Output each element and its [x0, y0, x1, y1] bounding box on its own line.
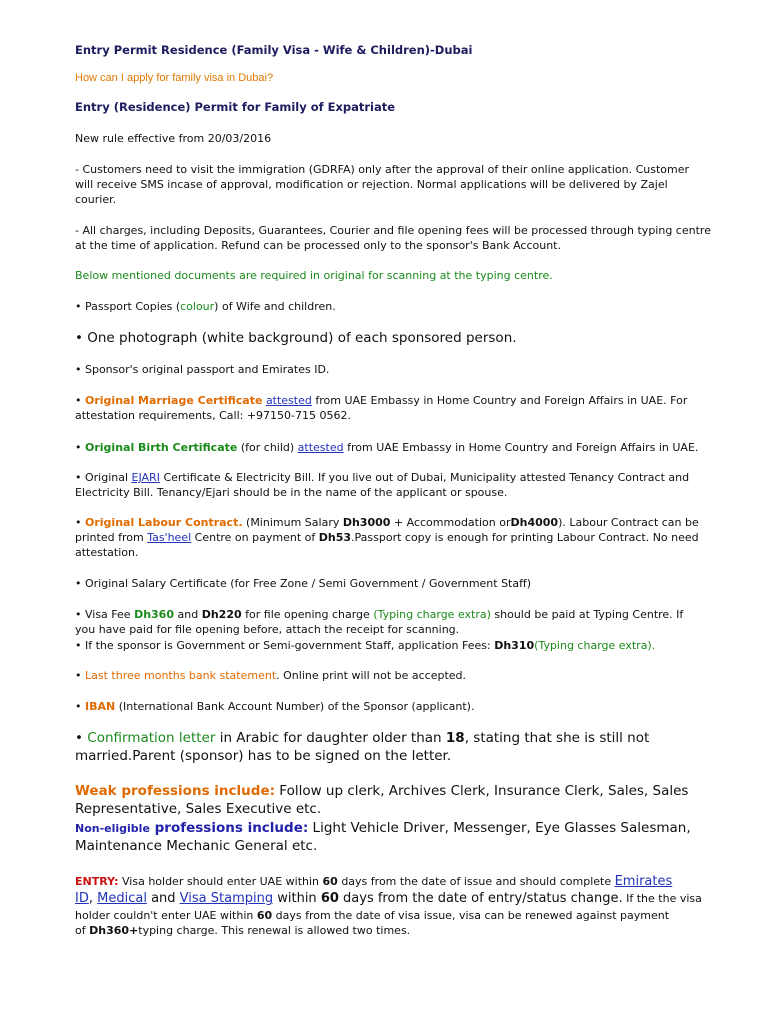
- emirates-id-link[interactable]: Emirates: [614, 874, 673, 889]
- bullet-sponsor-passport: • Sponsor's original passport and Emirates ID.: [75, 363, 330, 376]
- visa-stamping-link[interactable]: Visa Stamping: [179, 891, 274, 906]
- bullet-ejari: • Original EJARI Certificate & Electricity Bill. If you live out of Dubai, Municipality attested Tenancy Contract and: [75, 471, 690, 484]
- weak-professions: Weak professions include: Follow up clerk, Archives Clerk, Insurance Clerk, Sales, Sales: [75, 783, 689, 799]
- documents-note: Below mentioned documents are required in original for scanning at the typing centre.: [75, 269, 553, 282]
- paragraph-1-line-3: courier.: [75, 193, 117, 206]
- non-eligible-professions-line-2: Maintenance Mechanic General etc.: [75, 838, 318, 854]
- ejari-line-2: Electricity Bill. Tenancy/Ejari should be in the name of the applicant or spouse.: [75, 486, 508, 499]
- tasheel-link[interactable]: Tas'heel: [147, 531, 192, 544]
- attested-link[interactable]: attested: [297, 441, 344, 454]
- rule-text: New rule effective from 20/03/2016: [75, 132, 272, 145]
- visa-fee-line-2: you have paid for file opening before, attach the receipt for scanning.: [75, 623, 460, 636]
- bullet-confirmation-letter: • Confirmation letter in Arabic for daughter older than 18, stating that she is still not: [75, 730, 650, 746]
- bullet-passport-copies: • Passport Copies (colour) of Wife and children.: [75, 300, 336, 313]
- bullet-photograph: • One photograph (white background) of each sponsored person.: [75, 330, 517, 346]
- entry-line-2: ID, Medical and Visa Stamping within 60 days from the date of entry/status change. If the the visa: [75, 891, 702, 906]
- marriage-certificate-line-2: attestation requirements, Call: +97150-715 0562.: [75, 409, 351, 422]
- entry-line-4: of Dh360+typing charge. This renewal is allowed two times.: [75, 924, 411, 937]
- bullet-iban: • IBAN (International Bank Account Number) of the Sponsor (applicant).: [75, 700, 475, 713]
- bullet-government-fee: • If the sponsor is Government or Semi-government Staff, application Fees: Dh310(Typing charge extra).: [75, 639, 656, 652]
- emirates-id-link-cont[interactable]: ID: [75, 891, 89, 906]
- entry-line-3: holder couldn't enter UAE within 60 days from the date of visa issue, visa can be renewed against payment: [75, 909, 670, 922]
- paragraph-2-line-1: - All charges, including Deposits, Guarantees, Courier and file opening fees will be processed through typing centre: [75, 224, 711, 237]
- section-title: Entry (Residence) Permit for Family of Expatriate: [75, 100, 396, 114]
- paragraph-1-line-1: - Customers need to visit the immigration (GDRFA) only after the approval of their online application. Customer: [75, 163, 690, 176]
- labour-contract-line-3: attestation.: [75, 546, 139, 559]
- question-link[interactable]: How can I apply for family visa in Dubai?: [75, 72, 274, 84]
- ejari-link[interactable]: EJARI: [131, 471, 160, 484]
- bullet-labour-contract: • Original Labour Contract. (Minimum Salary Dh3000 + Accommodation orDh4000). Labour Contract can be: [75, 516, 699, 529]
- bullet-birth-certificate: • Original Birth Certificate (for child) attested from UAE Embassy in Home Country and Foreign Affairs in UAE.: [75, 441, 699, 454]
- bullet-salary-certificate: • Original Salary Certificate (for Free Zone / Semi Government / Government Staff): [75, 577, 531, 590]
- bullet-marriage-certificate: • Original Marriage Certificate attested from UAE Embassy in Home Country and Foreign Affairs in UAE. For: [75, 394, 688, 407]
- confirmation-letter-line-2: married.Parent (sponsor) has to be signed on the letter.: [75, 748, 452, 764]
- labour-contract-line-2: printed from Tas'heel Centre on payment of Dh53.Passport copy is enough for printing Labour Contract. No need: [75, 531, 699, 544]
- weak-professions-line-2: Representative, Sales Executive etc.: [75, 801, 322, 817]
- paragraph-1-line-2: will receive SMS incase of approval, modification or rejection. Normal applications will be delivered by Zajel: [75, 178, 668, 191]
- bullet-visa-fee: • Visa Fee Dh360 and Dh220 for file opening charge (Typing charge extra) should be paid at Typing Centre. If: [75, 608, 684, 621]
- bullet-bank-statement: • Last three months bank statement. Online print will not be accepted.: [75, 669, 467, 682]
- entry-line-1: ENTRY: Visa holder should enter UAE within 60 days from the date of issue and should complete Emirates: [75, 874, 673, 889]
- medical-link[interactable]: Medical: [97, 891, 147, 906]
- attested-link[interactable]: attested: [265, 394, 312, 407]
- page-title: Entry Permit Residence (Family Visa - Wife & Children)-Dubai: [75, 43, 473, 57]
- paragraph-2-line-2: at the time of application. Refund can be processed only to the sponsor's Bank Account.: [75, 239, 561, 252]
- non-eligible-professions: Non-eligible professions include: Light Vehicle Driver, Messenger, Eye Glasses Salesman,: [75, 820, 691, 836]
